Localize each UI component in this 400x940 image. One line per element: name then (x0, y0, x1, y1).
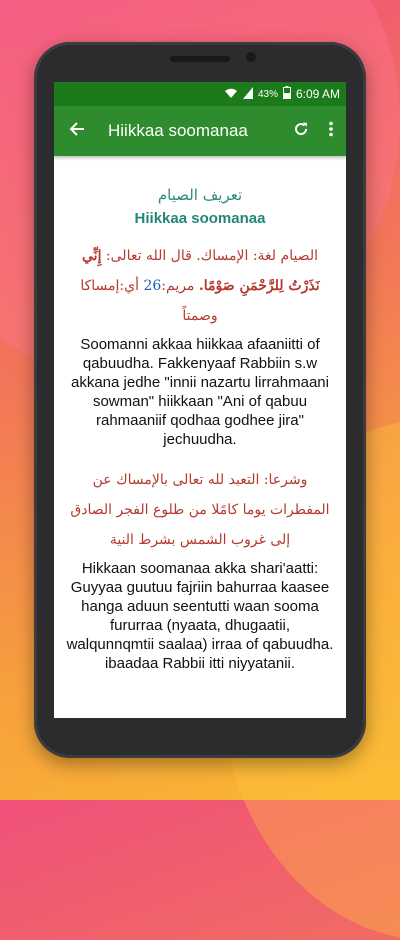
arabic-definition-prefix: الصيام لغة: الإمساك. قال الله تعالى: (101, 248, 318, 264)
arabic-shari-definition: وشرعا: التعبد لله تعالى بالإمساك عن المفطرات يوما كامًلا من طلوع الفجر الصادق إلى غروب الشمس بشرط النية (70, 472, 330, 548)
refresh-icon (293, 121, 309, 142)
back-arrow-icon (69, 121, 85, 142)
refresh-button[interactable] (286, 121, 316, 142)
page-title: Hiikkaa soomanaa (108, 121, 248, 140)
oromo-definition: Soomanni akkaa hiikkaa afaaniitti of qabuudha. Fakkenyaaf Rabbiin s.w akkana jedhe "innii nazartu lirrahmaani sowman" hiikkaan "Ani of qabuu rahmaaniif qodhaa godhee jira" jechuudha. (71, 336, 329, 448)
status-bar (54, 82, 346, 106)
app-screen (54, 82, 346, 718)
status-time: 6:09 AM (295, 87, 340, 101)
back-button[interactable] (54, 121, 100, 142)
battery-percent: 43% (257, 88, 278, 100)
battery-icon (283, 86, 291, 102)
phone-speaker (170, 56, 230, 62)
overflow-menu-icon (328, 121, 334, 142)
arabic-definition (66, 241, 334, 331)
arabic-definition-suffix: أي:إمساكا وصمتاً (80, 278, 218, 324)
wifi-icon (224, 87, 238, 102)
verse-number: 26 (143, 278, 162, 294)
phone-camera (246, 52, 256, 62)
oromo-shari-definition: Hikkaan soomanaa akka shari'aatti: Guyyaa guutuu fajriin bahurraa kaasee hanga aduun seentutti waan sooma fururraa (nyaata, dhugaatii, walqunnqmtii saalaa) irraa of qabuudha. ibaadaa Rabbii itti niyyatanii. (66, 560, 334, 672)
section-heading: Hiikkaa soomanaa (134, 210, 266, 227)
signal-icon (243, 87, 253, 102)
phone-frame (34, 42, 366, 758)
overflow-menu-button[interactable] (316, 121, 346, 142)
arabic-heading: تعريف الصيام (157, 186, 243, 204)
article-content (54, 186, 346, 673)
quran-verse: إِنِّي نَذَرْتُ لِلرَّحْمَنِ صَوْمًا. (82, 248, 320, 294)
app-bar (54, 106, 346, 156)
surah-name: مريم: (161, 278, 199, 294)
